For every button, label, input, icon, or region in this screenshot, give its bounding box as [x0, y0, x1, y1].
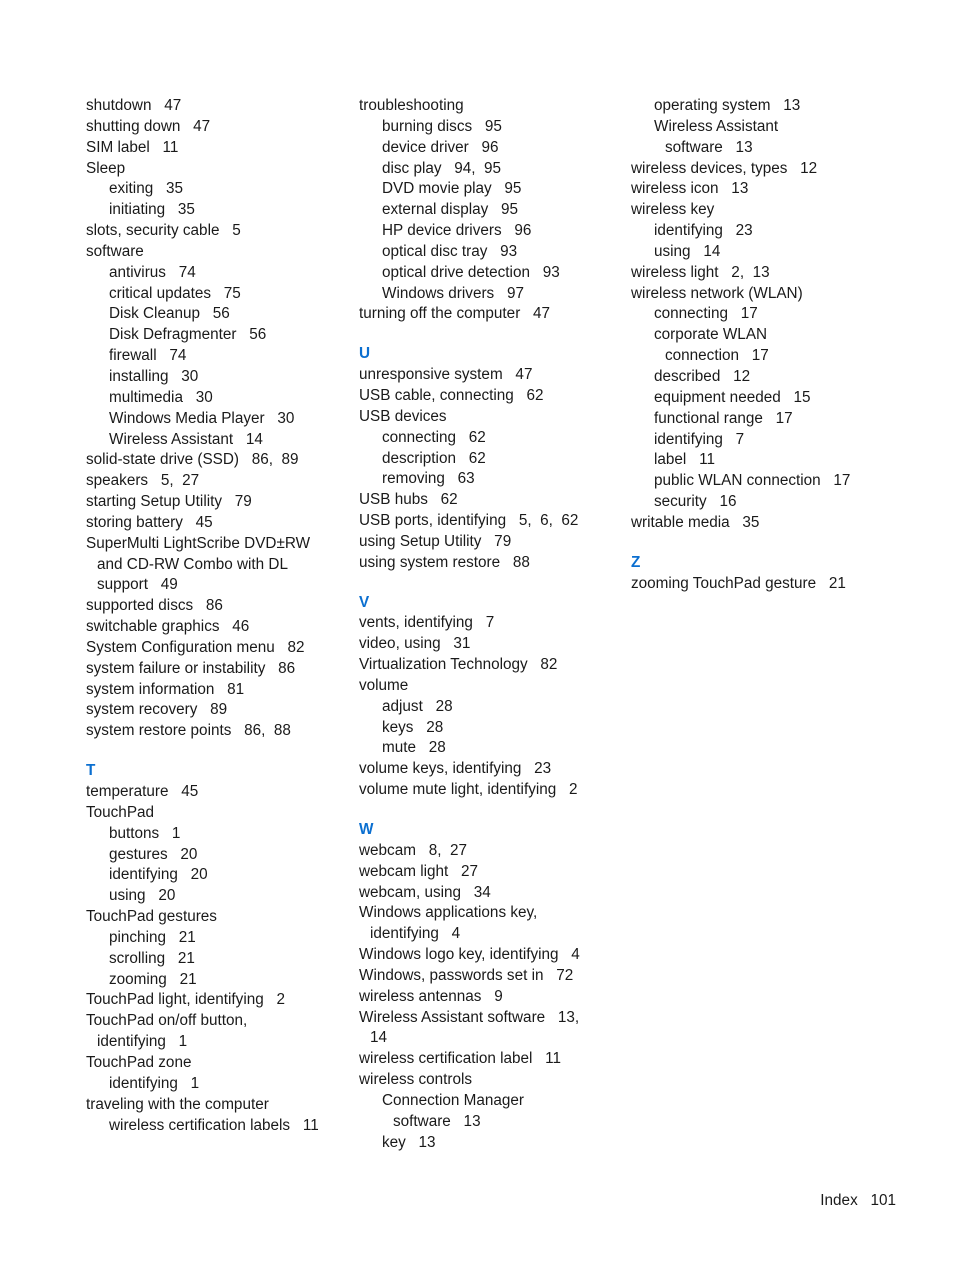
index-subentry: scrolling 21: [109, 949, 195, 967]
index-subentry: support 49: [97, 576, 178, 594]
index-subentry: operating system 13: [654, 97, 801, 114]
index-entry: Wireless Assistant software 13,: [359, 1008, 580, 1026]
index-entry: TouchPad gestures: [86, 908, 217, 926]
index-entry: storing battery 45: [86, 513, 213, 531]
index-entry: supported discs 86: [86, 597, 223, 615]
index-entry: USB ports, identifying 5, 6, 62: [359, 512, 579, 530]
index-subentry: functional range 17: [654, 409, 793, 427]
index-entry: webcam 8, 27: [359, 841, 467, 859]
index-entry: USB devices: [359, 407, 447, 425]
index-entry: volume: [359, 676, 409, 694]
index-subentry: multimedia 30: [109, 388, 213, 406]
index-entry: SIM label 11: [86, 138, 179, 156]
index-subentry: identifying 7: [654, 430, 745, 448]
index-subentry: initiating 35: [109, 201, 195, 219]
index-subentry: zooming 21: [109, 970, 197, 988]
index-letter-heading: U: [359, 345, 371, 363]
index-entry: switchable graphics 46: [86, 618, 250, 636]
index-entry: shutting down 47: [86, 117, 211, 135]
index-entry: shutdown 47: [86, 97, 182, 114]
index-subentry: mute 28: [382, 739, 446, 757]
index-entry: vents, identifying 7: [359, 614, 495, 632]
index-subentry: Windows Media Player 30: [109, 409, 295, 427]
index-subentry: buttons 1: [109, 824, 181, 842]
index-subentry: identifying 20: [109, 866, 208, 884]
index-subentry: keys 28: [382, 718, 444, 736]
index-subentry: using 20: [109, 887, 176, 905]
index-entry: wireless icon 13: [631, 180, 749, 198]
index-entry: Windows logo key, identifying 4: [359, 946, 580, 964]
index-subentry: Connection Manager: [382, 1091, 525, 1109]
index-entry: Virtualization Technology 82: [359, 656, 558, 674]
index-subentry: connection 17: [665, 347, 769, 365]
index-entry: SuperMulti LightScribe DVD±RW: [86, 534, 311, 552]
index-subentry: described 12: [654, 367, 751, 385]
index-entry: wireless network (WLAN): [631, 284, 803, 302]
index-subentry: equipment needed 15: [654, 388, 811, 406]
index-entry: Windows applications key,: [359, 904, 538, 922]
index-entry: TouchPad light, identifying 2: [86, 991, 285, 1009]
index-subentry: Disk Cleanup 56: [109, 305, 230, 323]
index-subentry: identifying 4: [370, 925, 461, 943]
index-entry: TouchPad on/off button,: [86, 1012, 248, 1030]
index-subentry: disc play 94, 95: [382, 159, 502, 177]
index-entry: system restore points 86, 88: [86, 722, 291, 740]
index-subentry: optical disc tray 93: [382, 242, 518, 260]
index-subentry: firewall 74: [109, 347, 187, 365]
page-footer: Index 101: [820, 1192, 896, 1209]
index-subentry: label 11: [654, 451, 715, 469]
index-entry: volume mute light, identifying 2: [359, 781, 578, 799]
index-entry: System Configuration menu 82: [86, 638, 305, 656]
index-subentry: pinching 21: [109, 928, 196, 946]
index-entry: system information 81: [86, 680, 245, 698]
index-letter-heading: V: [359, 593, 370, 611]
index-entry: volume keys, identifying 23: [359, 760, 552, 778]
index-entry: wireless devices, types 12: [631, 159, 818, 177]
index-subentry: connecting 17: [654, 305, 758, 323]
index-entry: webcam light 27: [359, 862, 479, 880]
index-subentry: and CD-RW Combo with DL: [97, 555, 288, 573]
index-subentry: Wireless Assistant 14: [109, 430, 263, 448]
index-entry: wireless light 2, 13: [631, 263, 770, 281]
index-entry: solid-state drive (SSD) 86, 89: [86, 451, 299, 469]
index-entry: writable media 35: [631, 513, 760, 531]
index-subentry: antivirus 74: [109, 263, 196, 281]
index-entry: speakers 5, 27: [86, 472, 200, 490]
index-letter-heading: Z: [631, 553, 641, 571]
index-column-3: [631, 96, 911, 594]
index-letter-heading: T: [86, 762, 96, 780]
index-subentry: DVD movie play 95: [382, 180, 522, 198]
index-column-2: [359, 96, 609, 1154]
index-subentry: adjust 28: [382, 697, 453, 715]
index-subentry: exiting 35: [109, 180, 183, 198]
index-subentry: wireless certification labels 11: [109, 1116, 319, 1134]
index-entry: webcam, using 34: [359, 883, 491, 901]
index-subentry: critical updates 75: [109, 284, 241, 302]
index-subentry: 14: [370, 1029, 388, 1047]
index-subentry: identifying 1: [109, 1074, 200, 1092]
index-subentry: Windows drivers 97: [382, 284, 524, 302]
index-entry: unresponsive system 47: [359, 366, 533, 384]
index-entry: wireless certification label 11: [359, 1050, 562, 1068]
index-subentry: HP device drivers 96: [382, 222, 532, 240]
index-subentry: corporate WLAN: [654, 326, 768, 344]
index-subentry: security 16: [654, 493, 737, 511]
index-entry: using Setup Utility 79: [359, 532, 512, 550]
index-entry: Windows, passwords set in 72: [359, 966, 574, 984]
index-entry: TouchPad zone: [86, 1053, 192, 1071]
index-column-1: [86, 96, 336, 1136]
index-subentry: key 13: [382, 1133, 436, 1151]
index-subentry: identifying 23: [654, 222, 753, 240]
index-entry: turning off the computer 47: [359, 305, 551, 323]
index-subentry: gestures 20: [109, 845, 198, 863]
index-entry: TouchPad: [86, 803, 155, 821]
index-entry: video, using 31: [359, 635, 471, 653]
index-subentry: description 62: [382, 449, 486, 467]
index-entry: software: [86, 242, 144, 260]
index-subentry: Wireless Assistant: [654, 117, 779, 135]
index-entry: system failure or instability 86: [86, 659, 296, 677]
index-entry: starting Setup Utility 79: [86, 493, 252, 511]
index-entry: system recovery 89: [86, 701, 228, 719]
index-entry: temperature 45: [86, 783, 199, 800]
index-entry: using system restore 88: [359, 553, 530, 571]
index-subentry: connecting 62: [382, 428, 486, 446]
index-entry: USB cable, connecting 62: [359, 386, 544, 404]
index-subentry: software 13: [393, 1112, 481, 1130]
index-subentry: using 14: [654, 242, 721, 260]
index-subentry: installing 30: [109, 367, 199, 385]
index-entry: wireless key: [631, 201, 715, 219]
index-subentry: removing 63: [382, 470, 475, 488]
index-subentry: device driver 96: [382, 138, 499, 156]
index-entry: slots, security cable 5: [86, 222, 241, 240]
index-entry: Sleep: [86, 159, 126, 177]
index-subentry: identifying 1: [97, 1033, 188, 1051]
index-entry: zooming TouchPad gesture 21: [631, 574, 846, 592]
index-entry: traveling with the computer: [86, 1095, 269, 1113]
index-letter-heading: W: [359, 821, 374, 838]
index-subentry: public WLAN connection 17: [654, 472, 851, 490]
index-entry: wireless antennas 9: [359, 987, 503, 1005]
index-subentry: optical drive detection 93: [382, 263, 560, 281]
index-subentry: Disk Defragmenter 56: [109, 326, 267, 344]
index-entry: troubleshooting: [359, 97, 464, 114]
index-subentry: external display 95: [382, 201, 519, 219]
index-subentry: software 13: [665, 138, 753, 156]
index-subentry: burning discs 95: [382, 117, 502, 135]
index-entry: wireless controls: [359, 1071, 473, 1089]
index-entry: USB hubs 62: [359, 491, 458, 509]
